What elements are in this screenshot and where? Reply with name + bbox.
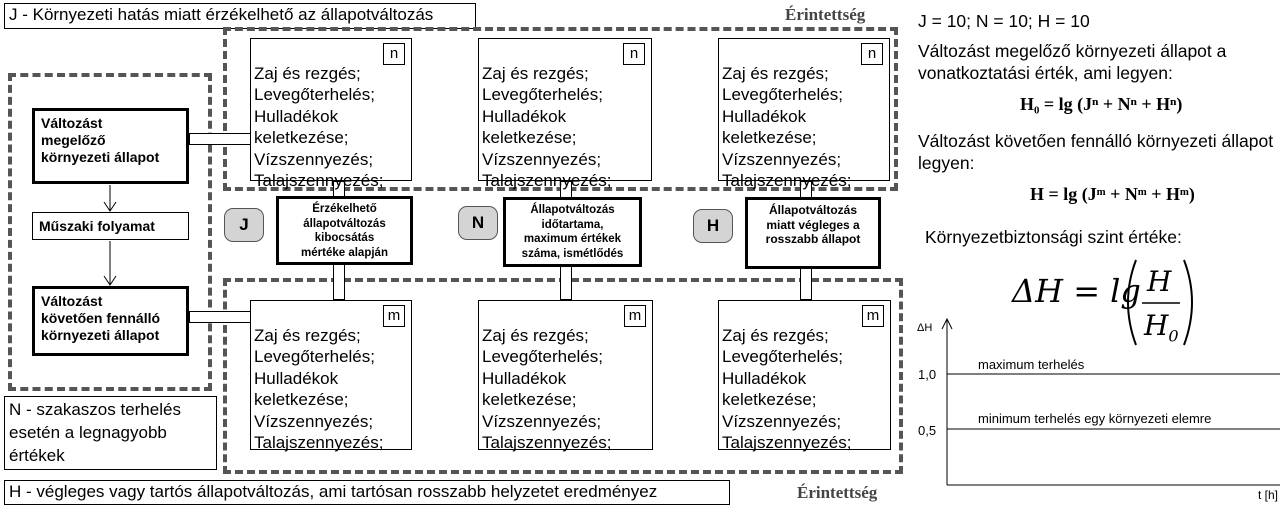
connector-after <box>189 311 251 323</box>
element-list-text: Zaj és rezgés; Levegőterhelés; Hulladékok keletkezése; Vízszennyezés; Talajszennyezés; <box>722 63 852 190</box>
middle-box-n: Állapotváltozás időtartama, maximum értékek száma, ismétlődés <box>503 197 642 267</box>
legend-j: J - Környezeti hatás miatt érzékelhető az állapotváltozás <box>4 3 476 29</box>
tick-1-0: 1,0 <box>918 367 937 382</box>
tag-n: n <box>861 43 883 65</box>
connector-vert-4 <box>560 266 572 300</box>
pill-h: H <box>693 209 733 243</box>
values-line: J = 10; N = 10; H = 10 <box>918 11 1090 31</box>
state-before-box: Változást megelőző környezeti állapot <box>32 108 189 184</box>
text-after-state: Változást követően fennálló környezeti állapot legyen: <box>918 131 1274 173</box>
connector-vert-2 <box>333 263 345 300</box>
fraction-denominator-sub: 0 <box>1168 326 1179 346</box>
pill-n: N <box>458 206 498 240</box>
x-axis-label: t [h] <box>1258 488 1279 502</box>
middle-box-h: Állapotváltozás miatt végleges a rosszabb állapot <box>745 197 881 269</box>
tag-n: n <box>383 43 405 65</box>
pill-j: J <box>224 208 264 242</box>
tag-m: m <box>862 305 884 327</box>
delta-formula-lhs: ΔH = lg <box>1012 272 1141 310</box>
connector-vert-6 <box>800 268 812 300</box>
element-list-before-2 <box>478 38 652 190</box>
element-list-before-3 <box>718 38 890 190</box>
element-list-text: Zaj és rezgés; Levegőterhelés; Hulladékok keletkezése; Vízszennyezés; Talajszennyezés; <box>722 325 852 452</box>
element-list-text: Zaj és rezgés; Levegőterhelés; Hulladékok keletkezése; Vízszennyezés; Talajszennyezés; <box>254 325 384 452</box>
process-arrows <box>0 0 220 300</box>
element-list-before-1 <box>250 38 412 190</box>
middle-box-j: Érzékelhető állapotváltozás kibocsátás mértéke alapján <box>276 196 413 265</box>
element-list-after-1 <box>250 300 412 450</box>
lower-exposure-label: Érintettség <box>797 483 878 502</box>
formula-h: H = lg (Jᵐ + Nᵐ + Hᵐ) <box>1030 184 1195 204</box>
element-list-after-2 <box>478 300 653 450</box>
min-load-label: minimum terhelés egy környezeti elemre <box>978 411 1212 426</box>
tag-n: n <box>623 43 645 65</box>
legend-h: H - végleges vagy tartós állapotváltozás, ami tartósan rosszabb helyzetet eredményez <box>4 480 730 505</box>
element-list-after-3 <box>718 300 891 450</box>
y-axis-label: ΔH <box>917 322 933 334</box>
fraction-numerator: H <box>1147 265 1172 298</box>
element-list-text: Zaj és rezgés; Levegőterhelés; Hulladékok keletkezése; Vízszennyezés; Talajszennyezés; <box>482 63 612 190</box>
tick-0-5: 0,5 <box>918 423 937 438</box>
state-after-box: Változást követően fennálló környezeti állapot <box>32 286 189 356</box>
tag-m: m <box>624 305 646 327</box>
max-load-label: maximum terhelés <box>978 357 1085 372</box>
element-list-text: Zaj és rezgés; Levegőterhelés; Hulladékok keletkezése; Vízszennyezés; Talajszennyezés; <box>254 63 384 190</box>
legend-n: N - szakaszos terhelés esetén a legnagyobb értékek <box>4 396 217 470</box>
connector-before <box>189 133 251 145</box>
chart <box>940 315 1285 490</box>
text-safety-level: Környezetbiztonsági szint értéke: <box>925 227 1182 247</box>
formula-h0: H₀ = lg (Jⁿ + Nⁿ + Hⁿ) <box>1020 94 1183 114</box>
tech-process-box: Műszaki folyamat <box>32 212 189 240</box>
fraction-denominator-h: H <box>1144 309 1169 342</box>
element-list-text: Zaj és rezgés; Levegőterhelés; Hulladékok keletkezése; Vízszennyezés; Talajszennyezés; <box>482 325 612 452</box>
text-before-state: Változást megelőző környezeti állapot a vonatkoztatási érték, ami legyen: <box>918 41 1227 83</box>
upper-exposure-label: Érintettség <box>785 5 866 24</box>
tag-m: m <box>383 305 405 327</box>
